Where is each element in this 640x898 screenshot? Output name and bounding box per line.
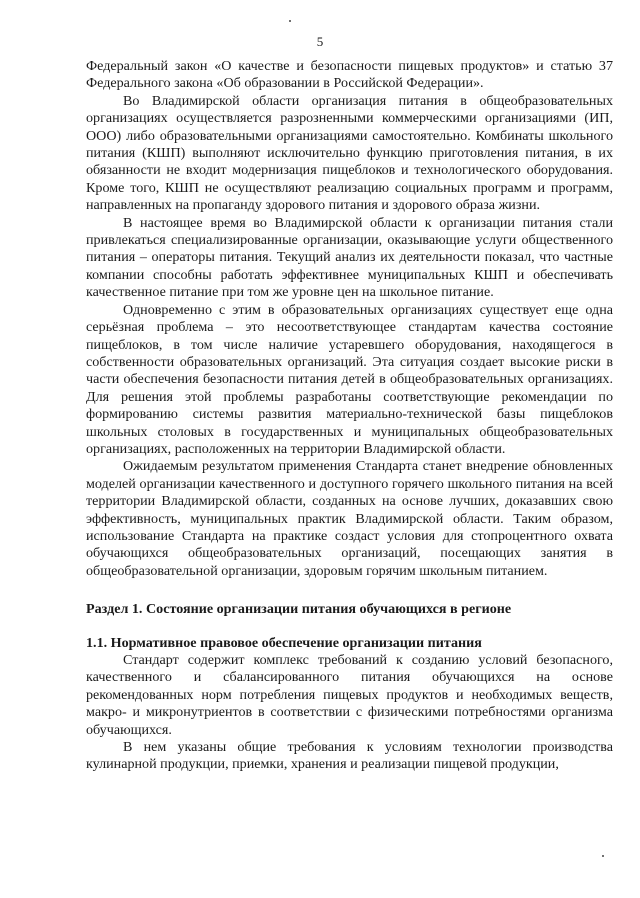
- paragraph-standard-contents: Стандарт содержит комплекс требований к созданию условий безопасного, качественного и сбалансированного питания обучающихся на основе рекомендованных норм потребления пищевых продуктов и необходимых веществ, макро- и микронутриентов в соответствии с физическими потребностями организма обучающихся.: [86, 652, 613, 738]
- paragraph-expected-result: Ожидаемым результатом применения Стандарта станет внедрение обновленных моделей организации качественного и доступного горячего школьного питания на всей территории Владимирской области, созданных на основе лучших, доказавших свою эффективность, муниципальных практик Владимирской области. Таким образом, использование Стандарта на практике создаст условия для стопроцентного охвата обучающихся общеобразовательных организаций, посещающих занятия в общеобразовательной организации, здоровым горячим школьным питанием.: [86, 458, 613, 579]
- paragraph-catering-operators: В настоящее время во Владимирской области к организации питания стали привлекаться специализированные организации, оказывающие услуги общественного питания – операторы питания. Текущий анализ их деятельности показал, что частные компании способны работать эффективнее муниципальных КШП и обеспечивать качественное питание при том же уровне цен на школьное питание.: [86, 214, 613, 301]
- spacer: [86, 580, 613, 601]
- document-body: [86, 58, 613, 774]
- paragraph-law-reference: Федеральный закон «О качестве и безопасности пищевых продуктов» и статью 37 Федерального закона «Об образовании в Российской Федерации».: [86, 58, 613, 92]
- paragraph-general-requirements: В нем указаны общие требования к условиям технологии производства кулинарной продукции, приемки, хранения и реализации пищевой продукции,: [86, 739, 613, 773]
- paragraph-kitchen-problem: Одновременно с этим в образовательных организациях существует еще одна серьёзная проблема – это несоответствующее стандартам качества состояние пищеблоков, в том числе наличие устаревшего оборудования, находящегося в собственности образовательных организаций. Эта ситуация создает высокие риски в части обеспечения безопасности питания детей в общеобразовательных организациях. Для решения этой проблемы разработаны соответствующие рекомендации по формированию системы развития материально-технической базы пищеблоков школьных столовых в государственных и муниципальных общеобразовательных организациях, расположенных на территории Владимирской области.: [86, 301, 613, 457]
- scan-speck: [602, 855, 604, 857]
- scan-speck: [289, 20, 291, 22]
- paragraph-organization-overview: Во Владимирской области организация питания в общеобразовательных организациях осуществляется разрозненными коммерческими организациями (ИП, ООО) либо образовательными организациями самостоятельно. Комбинаты школьного питания (КШП) выполняют исключительно функцию приготовления питания, в их обязанности не входит модернизация пищеблоков и технологического оборудования. Кроме того, КШП не осуществляют реализацию социальных программ и программ, направленных на пропаганду здорового питания и здорового образа жизни.: [86, 92, 613, 214]
- subsection-title: 1.1. Нормативное правовое обеспечение организации питания: [86, 634, 482, 651]
- spacer: [86, 619, 613, 635]
- page-number: 5: [316, 34, 324, 49]
- section-title: Раздел 1. Состояние организации питания обучающихся в регионе: [86, 601, 512, 618]
